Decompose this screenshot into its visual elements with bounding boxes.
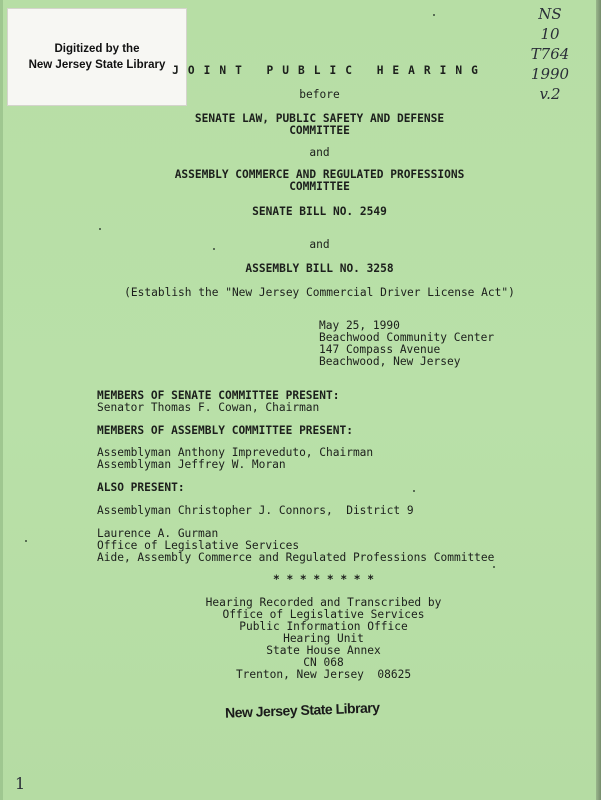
hearing-venue: Beachwood Community Center (319, 331, 495, 344)
corner-handwritten-mark: 1 (15, 774, 26, 793)
stamp-line-2: New Jersey State Library (28, 59, 166, 71)
senate-committee-line-1: SENATE LAW, PUBLIC SAFETY AND DEFENSE (194, 112, 445, 125)
also-present-heading: ALSO PRESENT: (97, 481, 185, 494)
handwritten-line: NS (538, 5, 562, 23)
paper-speck (213, 248, 215, 250)
and-text-1: and (309, 146, 330, 159)
before-text: before (299, 88, 340, 101)
footer-line-5: State House Annex (266, 644, 381, 657)
library-stamp: New Jersey State Library (224, 699, 380, 721)
footer-line-1: Hearing Recorded and Transcribed by (205, 596, 442, 609)
handwritten-line: 1990 (530, 65, 570, 83)
paper-speck (99, 228, 101, 230)
footer-line-7: Trenton, New Jersey 08625 (235, 668, 412, 681)
staff-role: Aide, Assembly Commerce and Regulated Professions Committee (97, 551, 495, 564)
also-present-member: Assemblyman Christopher J. Connors, District 9 (97, 504, 414, 517)
assembly-bill-number: ASSEMBLY BILL NO. 3258 (245, 262, 394, 275)
stamp-line-1: Digitized by the (54, 43, 140, 55)
and-text-2: and (309, 238, 330, 251)
paper-speck (413, 490, 415, 492)
footer-line-4: Hearing Unit (283, 632, 364, 645)
hearing-date: May 25, 1990 (319, 319, 400, 332)
assembly-member-1: Assemblyman Anthony Impreveduto, Chairman (97, 446, 374, 459)
separator-asterisks: * * * * * * * * (272, 573, 375, 586)
staff-name: Laurence A. Gurman (97, 527, 219, 540)
assembly-members-heading: MEMBERS OF ASSEMBLY COMMITTEE PRESENT: (97, 424, 353, 437)
senate-members-heading: MEMBERS OF SENATE COMMITTEE PRESENT: (97, 389, 340, 402)
paper-speck (493, 566, 495, 568)
bill-purpose: (Establish the "New Jersey Commercial Driver License Act") (124, 286, 515, 299)
handwritten-line: T764 (530, 45, 570, 63)
venue-city: Beachwood, New Jersey (319, 355, 461, 368)
senate-committee-line-2: COMMITTEE (289, 124, 350, 137)
assembly-committee-line-1: ASSEMBLY COMMERCE AND REGULATED PROFESSIONS (174, 168, 465, 181)
document-title: JOINT PUBLIC HEARING (172, 64, 487, 77)
footer-line-3: Public Information Office (239, 620, 408, 633)
venue-street: 147 Compass Avenue (319, 343, 441, 356)
footer-line-2: Office of Legislative Services (222, 608, 425, 621)
senate-bill-number: SENATE BILL NO. 2549 (252, 205, 387, 218)
assembly-committee-line-2: COMMITTEE (289, 180, 350, 193)
paper-speck (433, 14, 435, 16)
senate-member: Senator Thomas F. Cowan, Chairman (97, 401, 320, 414)
handwritten-line: 10 (540, 25, 560, 43)
assembly-member-2: Assemblyman Jeffrey W. Moran (97, 458, 286, 471)
handwritten-line: v.2 (539, 85, 561, 103)
staff-office: Office of Legislative Services (97, 539, 300, 552)
footer-line-6: CN 068 (303, 656, 344, 669)
paper-speck (25, 540, 27, 542)
